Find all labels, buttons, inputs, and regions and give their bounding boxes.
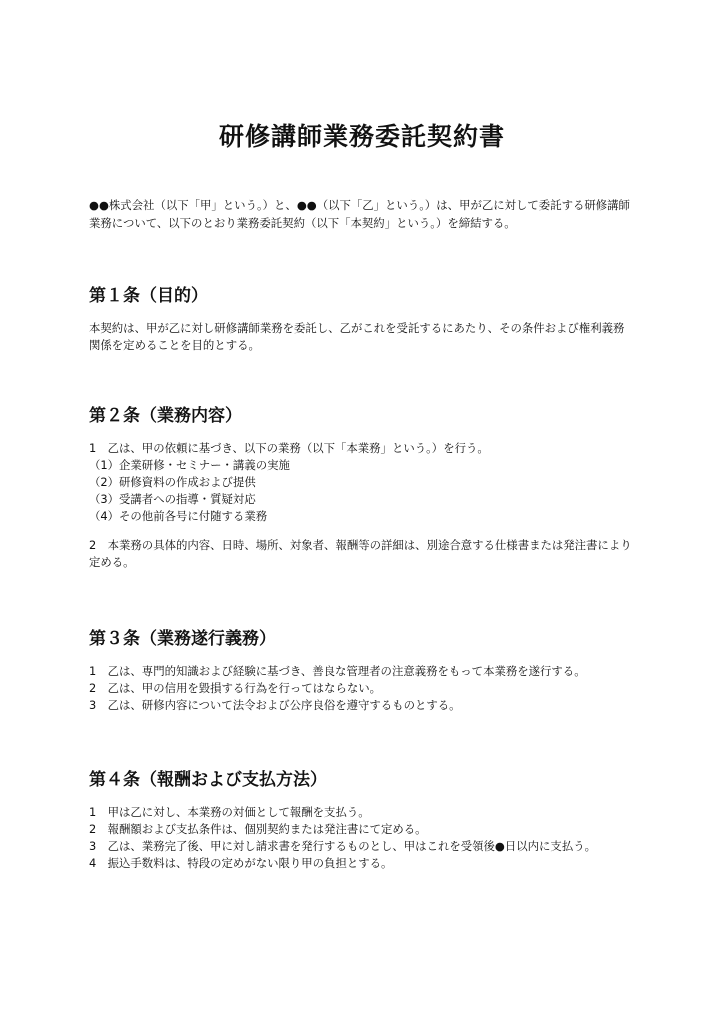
article-heading: 第３条（業務遂行義務） xyxy=(89,629,276,649)
clause-line: 3 乙は、研修内容について法令および公序良俗を遵守するものとする。 xyxy=(89,698,461,712)
article-heading: 第４条（報酬および支払方法） xyxy=(89,770,327,790)
clause-line: 4 振込手数料は、特段の定めがない限り甲の負担とする。 xyxy=(89,856,393,870)
article-2 xyxy=(89,404,634,571)
clause-line: 3 乙は、業務完了後、甲に対し請求書を発行するものとし、甲はこれを受領後●日以内に支払う。 xyxy=(89,839,596,853)
article-3 xyxy=(89,627,634,714)
article-4 xyxy=(89,768,634,872)
clause-line: 1 乙は、専門的知識および経験に基づき、善良な管理者の注意義務をもって本業務を遂行する。 xyxy=(89,664,586,678)
clause-line: 1 甲は乙に対し、本業務の対価として報酬を支払う。 xyxy=(89,805,370,819)
article-clause-list xyxy=(89,440,634,525)
article-clause-list xyxy=(89,804,634,872)
article-heading: 第２条（業務内容） xyxy=(89,406,242,426)
article-1 xyxy=(89,284,634,354)
document-title: 研修講師業務委託契約書 xyxy=(218,122,505,151)
intro-paragraph: ●●株式会社（以下「甲」という。）と、●●（以下「乙」という。）は、甲が乙に対して委託する研修講師業務について、以下のとおり業務委託契約（以下「本契約」という。）を締結する。 xyxy=(89,198,630,230)
article-paragraph: 2 本業務の具体的内容、日時、場所、対象者、報酬等の詳細は、別途合意する仕様書または発注書により定める。 xyxy=(89,538,632,569)
article-heading: 第１条（目的） xyxy=(89,286,208,306)
clause-line: （4）その他前各号に付随する業務 xyxy=(89,509,268,523)
clause-line: 2 乙は、甲の信用を毀損する行為を行ってはならない。 xyxy=(89,681,382,695)
clause-line: （2）研修資料の作成および提供 xyxy=(89,475,256,489)
clause-line: （3）受講者への指導・質疑対応 xyxy=(89,492,256,506)
clause-line: （1）企業研修・セミナー・講義の実施 xyxy=(89,458,290,472)
article-paragraph: 本契約は、甲が乙に対し研修講師業務を委託し、乙がこれを受託するにあたり、その条件および権利義務関係を定めることを目的とする。 xyxy=(89,321,625,352)
clause-line: 2 報酬額および支払条件は、個別契約または発注書にて定める。 xyxy=(89,822,427,836)
clause-line: 1 乙は、甲の依頼に基づき、以下の業務（以下「本業務」という。）を行う。 xyxy=(89,441,489,455)
article-clause-list xyxy=(89,663,634,714)
